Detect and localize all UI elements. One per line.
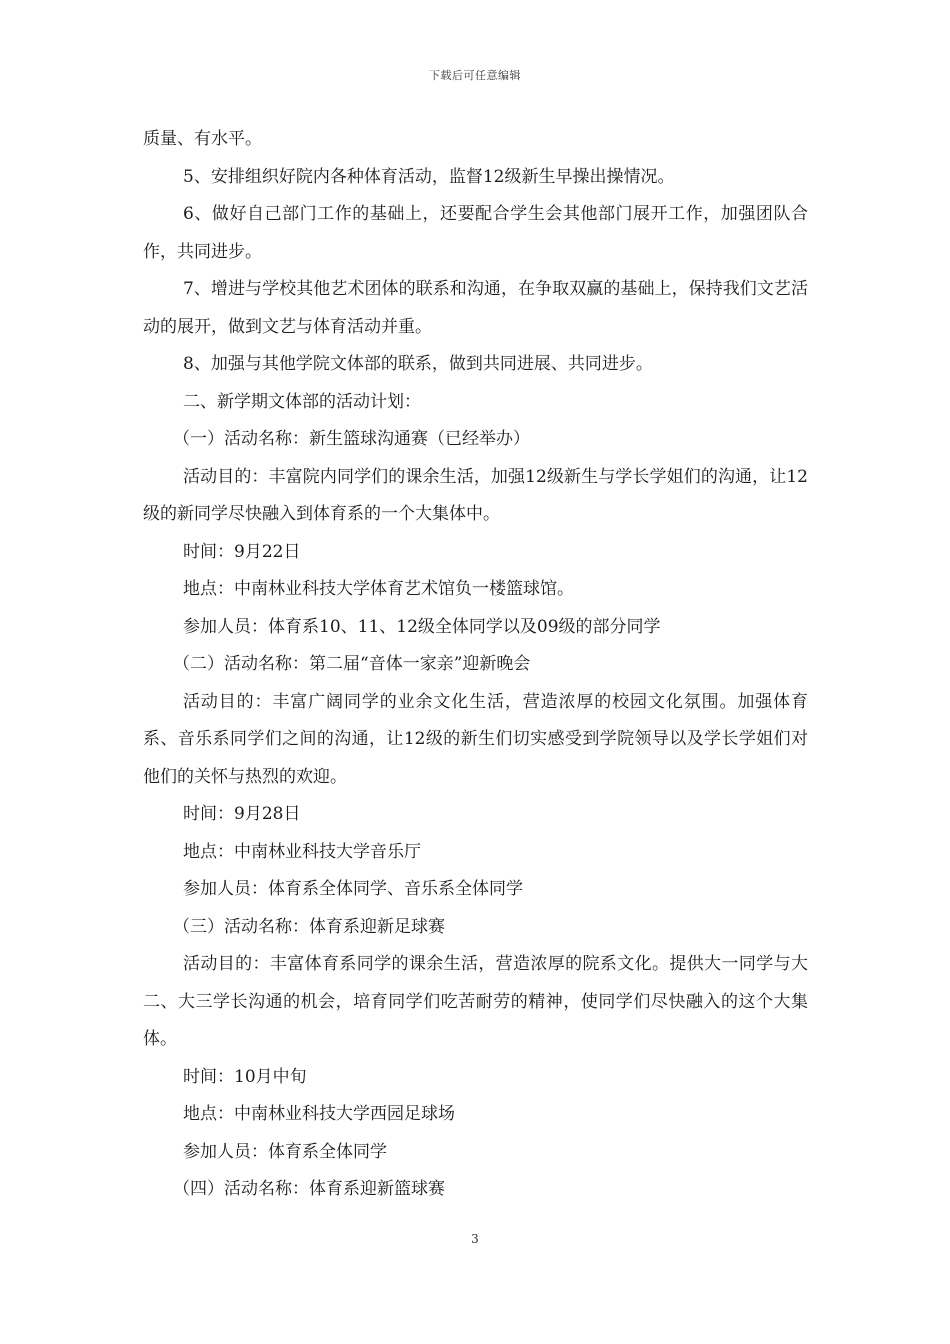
activity-3-title: （三）活动名称：体育系迎新足球赛	[173, 916, 445, 937]
activity-2-purpose: 活动目的：丰富广阔同学的业余文化生活，营造浓厚的校园文化氛围。加强体育系、音乐系同学们之间的沟通，让12级的新生们切实感受到学院领导以及学长学姐们对他们的关怀与热烈的欢迎。	[143, 691, 808, 787]
activity-1-time: 时间：9月22日	[183, 541, 301, 562]
activity-1-participants: 参加人员：体育系10、11、12级全体同学以及09级的部分同学	[183, 616, 661, 637]
activity-3-location: 地点：中南林业科技大学西园足球场	[183, 1104, 455, 1124]
activity-3-time: 时间：10月中旬	[183, 1066, 307, 1087]
paragraph-item-7: 7、增进与学校其他艺术团体的联系和沟通，在争取双赢的基础上，保持我们文艺活动的展开，做到文艺与体育活动并重。	[143, 279, 808, 337]
activity-4-title: （四）活动名称：体育系迎新篮球赛	[173, 1179, 445, 1199]
activity-2-title: （二）活动名称：第二届“音体一家亲”迎新晚会	[173, 654, 531, 674]
paragraph-item-5: 5、安排组织好院内各种体育活动，监督12级新生早操出操情况。	[183, 166, 675, 187]
page-number: 3	[471, 1232, 479, 1246]
activity-1-purpose: 活动目的：丰富院内同学们的课余生活，加强12级新生与学长学姐们的沟通，让12级的新同学尽快融入到体育系的一个大集体中。	[143, 466, 808, 524]
paragraph-continuation: 质量、有水平。	[143, 129, 262, 149]
activity-3-participants: 参加人员：体育系全体同学	[183, 1141, 387, 1162]
document-body	[143, 121, 808, 1209]
activity-1-title: （一）活动名称：新生篮球沟通赛（已经举办）	[173, 429, 530, 449]
activity-1-location: 地点：中南林业科技大学体育艺术馆负一楼篮球馆。	[183, 579, 574, 599]
paragraph-item-6: 6、做好自己部门工作的基础上，还要配合学生会其他部门展开工作，加强团队合作，共同进步。	[143, 204, 808, 262]
page-header: 下载后可任意编辑	[429, 69, 521, 82]
activity-2-time: 时间：9月28日	[183, 804, 301, 824]
paragraph-item-8: 8、加强与其他学院文体部的联系，做到共同进展、共同进步。	[183, 354, 653, 374]
activity-3-purpose: 活动目的：丰富体育系同学的课余生活，营造浓厚的院系文化。提供大一同学与大二、大三学长沟通的机会，培育同学们吃苦耐劳的精神，使同学们尽快融入的这个大集体。	[143, 954, 808, 1049]
section-heading-activity-plan: 二、新学期文体部的活动计划：	[183, 391, 421, 412]
activity-2-participants: 参加人员：体育系全体同学、音乐系全体同学	[183, 879, 523, 899]
activity-2-location: 地点：中南林业科技大学音乐厅	[183, 841, 421, 862]
